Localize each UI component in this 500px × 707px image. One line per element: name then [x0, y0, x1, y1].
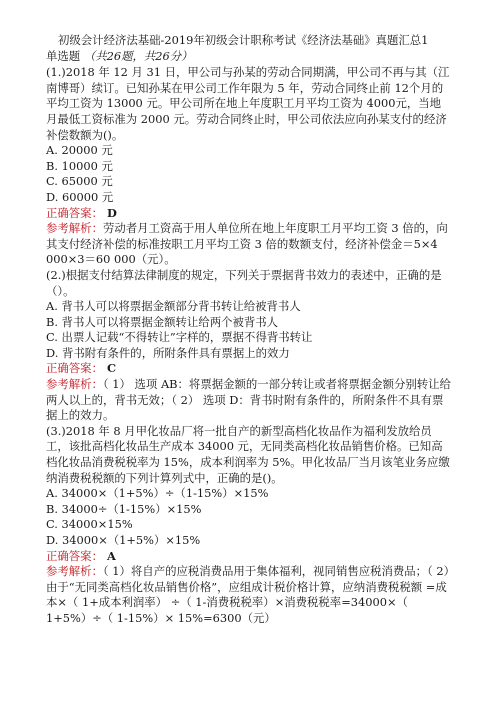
explanation [46, 221, 452, 268]
question-3 [46, 424, 452, 627]
explanation-text: （ 1）将自产的应税消费品用于集体福利，视同销售应税消费品；（ 2）由于“无同类高档化妆品销售价格”，应组成计税价格计算，应纳消费税税额 =成本×（ 1+成本利润率） ÷（ 1-消费税税率）×消费税税率=34000×（ 1+5%）÷（ 1-15%）× 15%=6300（元） [46, 564, 450, 625]
option-b: B. 34000÷（1-15%）×15% [46, 501, 202, 516]
question-stem: (2.)根据支付结算法律制度的规定，下列关于票据背书效力的表述中，正确的是（）。 [46, 267, 442, 298]
option-d: D. 60000 元 [46, 189, 114, 204]
section-label: 单选题 [46, 48, 81, 63]
question-stem: (3.)2018 年 8 月甲化妆品厂将一批自产的新型高档化妆品作为福利发放给员工，该批高档化妆品生产成本 34000 元，无同类高档化妆品销售价格。已知高档化妆品消费税税率为 15%，成本利润率为 5%。甲化妆品厂当月该笔业务应缴纳消费税税额的下列计算列式中，正确的是()。 [46, 423, 450, 485]
option-b: B. 背书人可以将票据金额转让给两个被背书人 [46, 314, 279, 329]
document-title: 初级会计经济法基础-2019年初级会计职称考试《经济法基础》真题汇总1 [58, 33, 429, 47]
answer-label: 正确答案： [46, 205, 103, 220]
answer-line [46, 206, 452, 222]
answer-value: A [106, 548, 116, 563]
option-a: A. 20000 元 [46, 143, 113, 158]
option-a: A. 34000×（1+5%）÷（1-15%）×15% [46, 486, 269, 501]
explanation-label: 参考解析： [46, 564, 103, 579]
explanation-text: （ 1） 选项 AB：将票据金额的一部分转让或者将票据金额分别转让给两人以上的，背书无效；（ 2） 选项 D：背书时附有条件的，所附条件不具有票据上的效力。 [46, 377, 451, 423]
answer-label: 正确答案： [46, 548, 103, 563]
option-c: C. 出票人记载“不得转让”字样的，票据不得背书转让 [46, 330, 313, 345]
answer-value: D [106, 205, 117, 220]
question-1 [46, 65, 452, 268]
answer-line [46, 549, 452, 565]
answer-value: C [106, 361, 117, 376]
option-d: D. 背书附有条件的，所附条件具有票据上的效力 [46, 345, 290, 360]
explanation-text: 劳动者月工资高于用人单位所在地上年度职工月平均工资 3 倍的，向其支付经济补偿的标准按职工月平均工资 3 倍的数额支付，经济补偿金＝5×4 000×3＝60 000（元）。 [46, 221, 448, 267]
explanation [46, 564, 452, 626]
explanation-label: 参考解析： [46, 377, 103, 392]
question-stem: (1.)2018 年 12 月 31 日，甲公司与孙某的劳动合同期满，甲公司不再与其（江南博哥）续订。已知孙某在甲公司工作年限为 5 年，劳动合同终止前 12个月的平均工资为 13000 元。甲公司所在地上年度职工月平均工资为 4000元，当地月最低工资标准为 2000 元。劳动合同终止时，甲公司依法应向孙某支付的经济补偿数额为()。 [46, 65, 450, 142]
answer-line [46, 361, 452, 377]
option-a: A. 背书人可以将票据金额部分背书转让给被背书人 [46, 299, 301, 314]
option-b: B. 10000 元 [46, 158, 113, 173]
option-c: C. 34000×15% [46, 517, 133, 532]
explanation [46, 377, 452, 424]
section-note: （共26题，共26分） [83, 48, 193, 63]
option-d: D. 34000×（1+5%）×15% [46, 533, 201, 547]
option-c: C. 65000 元 [46, 174, 113, 189]
explanation-label: 参考解析： [46, 221, 103, 236]
section-header [46, 49, 452, 65]
answer-label: 正确答案： [46, 361, 103, 376]
question-2 [46, 268, 452, 424]
